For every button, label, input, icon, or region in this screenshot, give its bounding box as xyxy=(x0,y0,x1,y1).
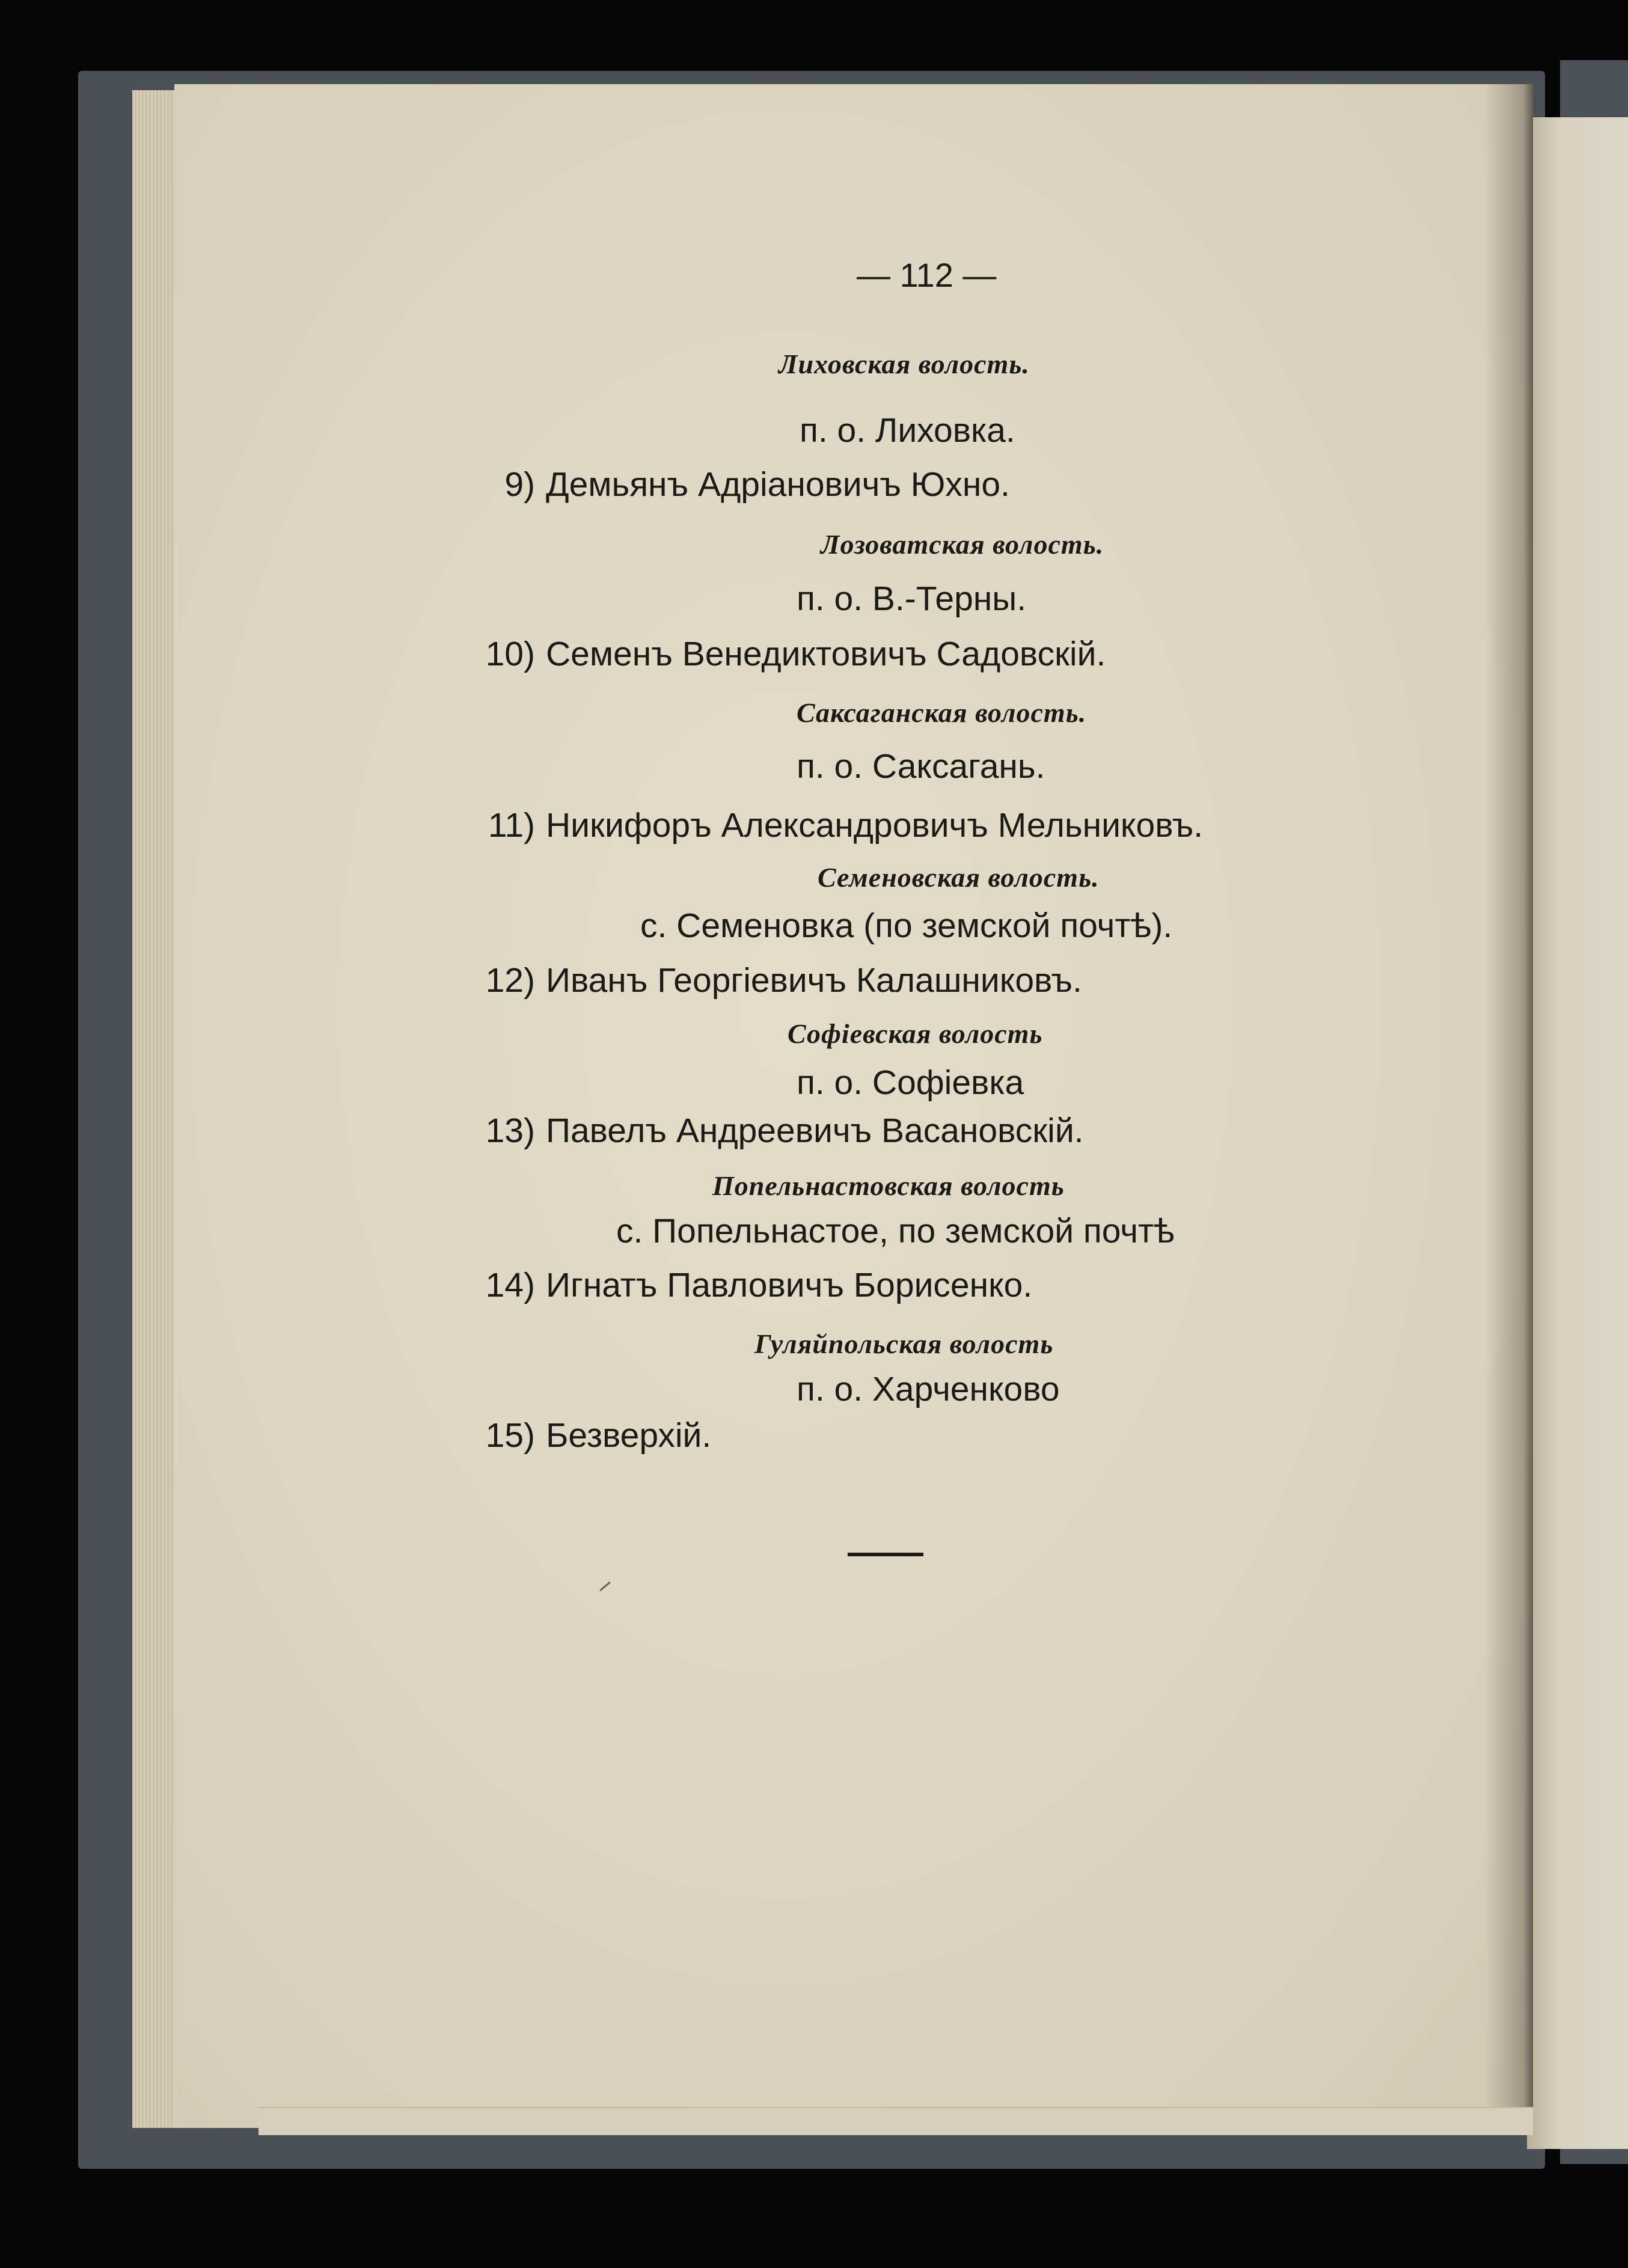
list-item xyxy=(475,637,1106,671)
item-number: 13) xyxy=(485,1111,535,1150)
page xyxy=(174,84,1533,2128)
post-office-line: п. о. В.-Терны. xyxy=(797,579,1027,618)
volost-heading: Семеновская волость. xyxy=(818,862,1100,893)
item-number: 11) xyxy=(488,806,535,845)
volost-heading: Лозоватская волость. xyxy=(821,529,1104,560)
person-name: Никифоръ Александровичъ Мельниковъ. xyxy=(546,806,1204,845)
list-item xyxy=(475,465,1010,504)
list-item xyxy=(475,1416,712,1455)
post-office-line: с. Попельнастое, по земской почтѣ xyxy=(616,1212,1175,1250)
item-number: 10) xyxy=(485,635,535,673)
volost-heading: Саксаганская волость. xyxy=(797,697,1087,728)
bottom-page-edge xyxy=(259,2107,1533,2135)
post-office-line: п. о. Софіевка xyxy=(797,1063,1024,1102)
person-name: Иванъ Георгіевичъ Калашниковъ. xyxy=(546,961,1082,1000)
item-number: 12) xyxy=(485,961,535,1000)
end-rule xyxy=(848,1553,923,1556)
person-name: Павелъ Андреевичъ Васановскій. xyxy=(546,1111,1084,1150)
volost-heading: Гуляйпольская волость xyxy=(754,1328,1054,1359)
person-name: Игнатъ Павловичъ Борисенко. xyxy=(546,1266,1033,1304)
post-office-line: п. о. Лиховка. xyxy=(800,411,1015,450)
list-item xyxy=(475,1111,1084,1150)
post-office-line: п. о. Саксагань. xyxy=(797,747,1045,786)
post-office-line: с. Семеновка (по земской почтѣ). xyxy=(640,906,1173,945)
item-number: 14) xyxy=(485,1266,535,1304)
post-office-line: п. о. Харченково xyxy=(797,1370,1060,1408)
item-number: 9) xyxy=(504,465,535,504)
person-name: Демьянъ Адріановичъ Юхно. xyxy=(546,465,1010,504)
volost-heading: Лиховская волость. xyxy=(779,349,1030,379)
facing-page xyxy=(1527,117,1628,2149)
list-item xyxy=(475,961,1082,1000)
gutter-shadow xyxy=(1485,84,1533,2128)
person-name: Семенъ Венедиктовичъ Садовскій. xyxy=(546,635,1106,673)
list-item xyxy=(475,1268,1032,1303)
person-name: Безверхій. xyxy=(546,1416,712,1455)
volost-heading: Софіевская волость xyxy=(788,1018,1043,1049)
page-number: — 112 — xyxy=(857,256,997,294)
list-item xyxy=(475,808,1203,843)
volost-heading: Попельнастовская волость xyxy=(712,1170,1065,1201)
item-number: 15) xyxy=(485,1416,535,1455)
